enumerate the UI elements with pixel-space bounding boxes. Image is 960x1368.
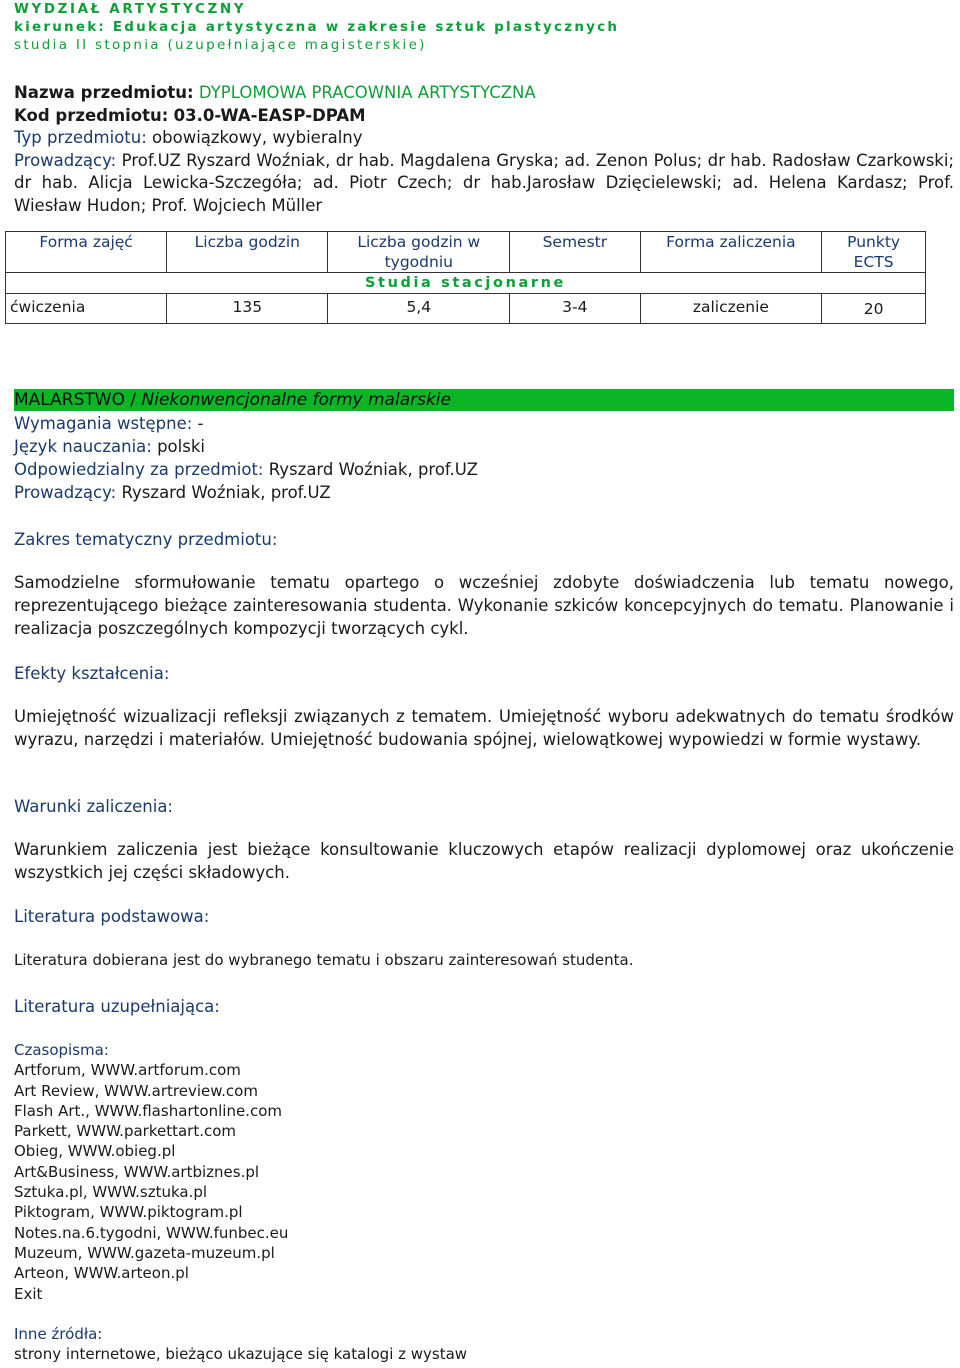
responsible-value: Ryszard Woźniak, prof.UZ xyxy=(263,460,478,479)
list-item: Sztuka.pl, WWW.sztuka.pl xyxy=(14,1183,208,1202)
basic-literature-text: Literatura dobierana jest do wybranego tematu i obszaru zainteresowań studenta. xyxy=(14,951,634,969)
list-item: Flash Art., WWW.flashartonline.com xyxy=(14,1101,282,1120)
effects-section xyxy=(14,663,954,751)
table-row xyxy=(6,294,926,324)
effects-text: Umiejętność wizualizacji refleksji związanych z tematem. Umiejętność wyboru adekwatnych do tematu środków wyrazu, narzędzi i materiałów. Umiejętność budowania spójnej, wielowątkowej wypowiedzi w formie wystawy. xyxy=(14,707,954,749)
header-cell: Forma zajęć xyxy=(6,232,167,273)
conditions-section xyxy=(14,796,954,884)
journals-list xyxy=(14,1040,954,1364)
list-item: Art Review, WWW.artreview.com xyxy=(14,1081,258,1100)
list-item: Art&Business, WWW.artbiznes.pl xyxy=(14,1162,260,1181)
scope-section xyxy=(14,529,954,640)
list-item: Notes.na.6.tygodni, WWW.funbec.eu xyxy=(14,1223,289,1242)
header-cell: Semestr xyxy=(510,232,640,273)
section-label: Studia stacjonarne xyxy=(6,273,926,294)
study-level: studia II stopnia (uzupełniające magisterskie) xyxy=(14,37,427,53)
extra-literature-heading: Literatura uzupełniająca: xyxy=(14,997,220,1016)
header-cell: Liczba godzin xyxy=(167,232,328,273)
lecturers-row xyxy=(14,150,954,218)
language-value: polski xyxy=(151,437,205,456)
course-name-label: Nazwa przedmiotu: xyxy=(14,83,194,102)
scope-heading: Zakres tematyczny przedmiotu: xyxy=(14,530,278,549)
document-page xyxy=(10,0,954,1364)
basic-literature-section xyxy=(14,906,954,972)
section-row xyxy=(6,273,926,294)
subject-subtitle: Niekonwencjonalne formy malarskie xyxy=(141,390,451,410)
other-sources-label: Inne źródła: xyxy=(14,1324,103,1343)
language-row xyxy=(14,435,954,458)
course-type-value: obowiązkowy, wybieralny xyxy=(152,128,363,147)
table-cell: 5,4 xyxy=(328,294,510,324)
course-type-label: Typ przedmiotu: xyxy=(14,128,147,147)
table-cell: ćwiczenia xyxy=(6,294,167,324)
responsible-label: Odpowiedzialny za przedmiot: xyxy=(14,460,264,479)
instructor-row xyxy=(14,481,954,504)
extra-literature-section xyxy=(14,996,954,1364)
requirements-row xyxy=(14,412,954,435)
conditions-text: Warunkiem zaliczenia jest bieżące konsultowanie kluczowych etapów realizacji dyplomowej oraz ukończenie wszystkich jej części składowych. xyxy=(14,840,954,882)
course-name-row xyxy=(14,82,954,105)
course-meta xyxy=(14,82,954,217)
list-item: Artforum, WWW.artforum.com xyxy=(14,1061,241,1080)
journal-items xyxy=(14,1060,954,1304)
list-item: Piktogram, WWW.piktogram.pl xyxy=(14,1203,243,1222)
course-code-value: 03.0-WA-EASP-DPAM xyxy=(173,105,366,125)
header-cell: Liczba godzin w tygodniu xyxy=(328,232,510,273)
journals-label: Czasopisma: xyxy=(14,1041,109,1059)
table-cell: 20 xyxy=(822,294,926,324)
course-table xyxy=(5,231,926,324)
course-type-row xyxy=(14,127,954,150)
course-code-label: Kod przedmiotu: xyxy=(14,105,169,125)
responsible-row xyxy=(14,458,954,481)
header-cell: Punkty ECTS xyxy=(822,232,926,273)
requirements-label: Wymagania wstępne: xyxy=(14,414,193,433)
basic-literature-heading: Literatura podstawowa: xyxy=(14,907,210,926)
requirements-value: - xyxy=(192,414,204,433)
list-item: Arteon, WWW.arteon.pl xyxy=(14,1264,189,1283)
conditions-heading: Warunki zaliczenia: xyxy=(14,797,173,816)
list-item: Muzeum, WWW.gazeta-muzeum.pl xyxy=(14,1243,275,1262)
scope-text: Samodzielne sformułowanie tematu opartego o wcześniej zdobyte doświadczenia lub tematu nowego, reprezentującego bieżące zainteresowania studenta. Wykonanie szkiców koncepcyjnych do tematu. Planowanie i realizacja poszczególnych kompozycji tworzących cykl. xyxy=(14,573,954,638)
list-item: Obieg, WWW.obieg.pl xyxy=(14,1142,176,1161)
instructor-value: Ryszard Woźniak, prof.UZ xyxy=(116,483,331,502)
header-cell: Forma zaliczenia xyxy=(640,232,822,273)
field-of-study: kierunek: Edukacja artystyczna w zakresie sztuk plastycznych xyxy=(14,19,620,35)
table-cell: zaliczenie xyxy=(640,294,822,324)
other-sources-value: strony internetowe, bieżąco ukazujące się katalogi z wystaw xyxy=(14,1345,468,1364)
lecturers-value: Prof.UZ Ryszard Woźniak, dr hab. Magdalena Gryska; ad. Zenon Polus; dr hab. Radosław Czarkowski; dr hab. Alicja Lewicka-Szczegóła; ad. Piotr Czech; dr hab.Jarosław Dzięcielewski; ad. Helena Kardasz; Prof. Wiesław Hudon; Prof. Wojciech Müller xyxy=(14,150,954,215)
subject-info xyxy=(14,412,954,504)
lecturers-label: Prowadzący: xyxy=(14,150,117,170)
course-name-value: DYPLOMOWA PRACOWNIA ARTYSTYCZNA xyxy=(198,83,536,102)
subject-separator: / xyxy=(124,390,142,410)
instructor-label: Prowadzący: xyxy=(14,483,117,502)
faculty-header: WYDZIAŁ ARTYSTYCZNY xyxy=(14,1,247,17)
table-header-row xyxy=(6,232,926,273)
language-label: Język nauczania: xyxy=(14,437,152,456)
subject-banner xyxy=(14,389,954,411)
table-cell: 135 xyxy=(167,294,328,324)
list-item: Exit xyxy=(14,1284,43,1303)
effects-heading: Efekty kształcenia: xyxy=(14,664,170,683)
list-item: Parkett, WWW.parkettart.com xyxy=(14,1122,237,1141)
table-cell: 3-4 xyxy=(510,294,640,324)
course-code-row xyxy=(14,105,954,128)
subject-title: MALARSTWO xyxy=(14,390,125,410)
